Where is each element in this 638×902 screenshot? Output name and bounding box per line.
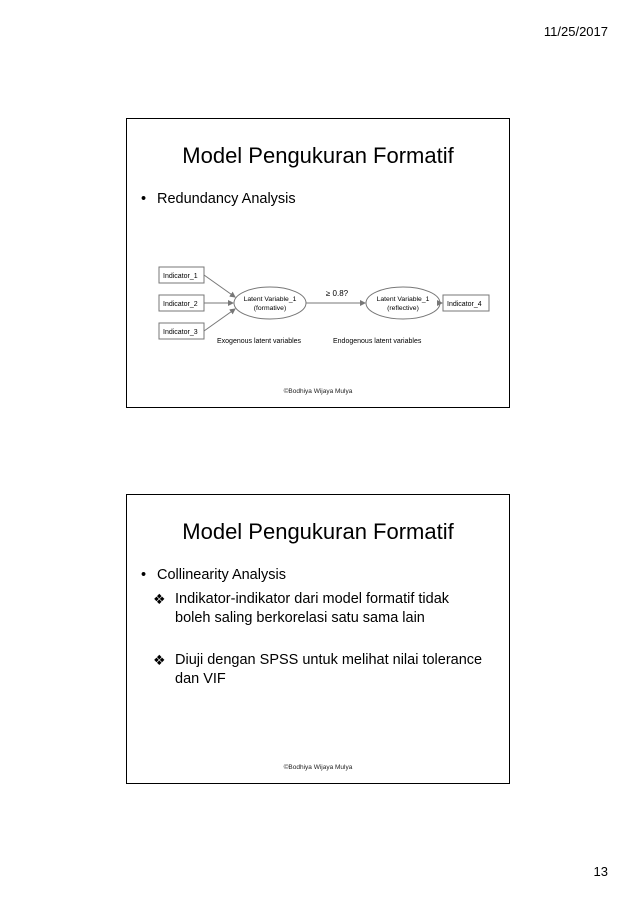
bullet-dot-icon: •	[141, 567, 147, 583]
redundancy-analysis-diagram	[157, 265, 497, 355]
slide-1	[126, 118, 510, 408]
bullet-dot-icon: •	[141, 191, 147, 207]
slide-title: Model Pengukuran Formatif	[182, 143, 454, 168]
page-number: 13	[593, 864, 608, 879]
svg-text:(reflective): (reflective)	[387, 305, 419, 312]
svg-text:Indicator_1: Indicator_1	[163, 273, 198, 280]
diamond-bullet-icon: ❖	[153, 591, 166, 607]
slide-2	[126, 494, 510, 784]
indicator-box-1	[159, 267, 204, 283]
latent-variable-reflective	[366, 287, 440, 319]
indicator-box-3	[159, 323, 204, 339]
svg-text:Indicator_4: Indicator_4	[447, 301, 482, 308]
slide-title: Model Pengukuran Formatif	[182, 519, 454, 544]
svg-text:(formative): (formative)	[253, 305, 287, 312]
svg-text:Indicator_2: Indicator_2	[163, 301, 198, 308]
slide-footer: ©Bodhiya Wijaya Mulya	[283, 764, 353, 771]
diamond-bullet-icon: ❖	[153, 652, 166, 668]
path-arrow	[204, 309, 235, 331]
indicator-box-2	[159, 295, 204, 311]
path-arrow	[204, 275, 235, 297]
sub-bullet-text: Indikator-indikator dari model formatif tidak boleh saling berkorelasi satu sama lain	[175, 591, 450, 626]
caption-exogenous: Exogenous latent variables	[217, 338, 302, 345]
sub-bullet-text: Diuji dengan SPSS untuk melihat nilai tolerance dan VIF	[175, 652, 483, 687]
sub-bullet-item	[153, 651, 483, 689]
print-date: 11/25/2017	[543, 24, 608, 39]
svg-text:Latent Variable_1: Latent Variable_1	[376, 296, 430, 303]
bullet-item	[141, 567, 286, 583]
bullet-item	[141, 191, 296, 207]
indicator-box-4	[443, 295, 489, 311]
svg-text:Latent Variable_1: Latent Variable_1	[243, 296, 297, 303]
sub-bullet-item	[153, 590, 483, 628]
svg-text:Indicator_3: Indicator_3	[163, 329, 198, 336]
caption-endogenous: Endogenous latent variables	[333, 338, 422, 345]
latent-variable-formative	[234, 287, 306, 319]
slide-footer: ©Bodhiya Wijaya Mulya	[283, 388, 353, 395]
path-coefficient-label: ≥ 0.8?	[325, 289, 349, 298]
bullet-text: Redundancy Analysis	[157, 191, 296, 207]
bullet-text: Collinearity Analysis	[157, 567, 286, 583]
